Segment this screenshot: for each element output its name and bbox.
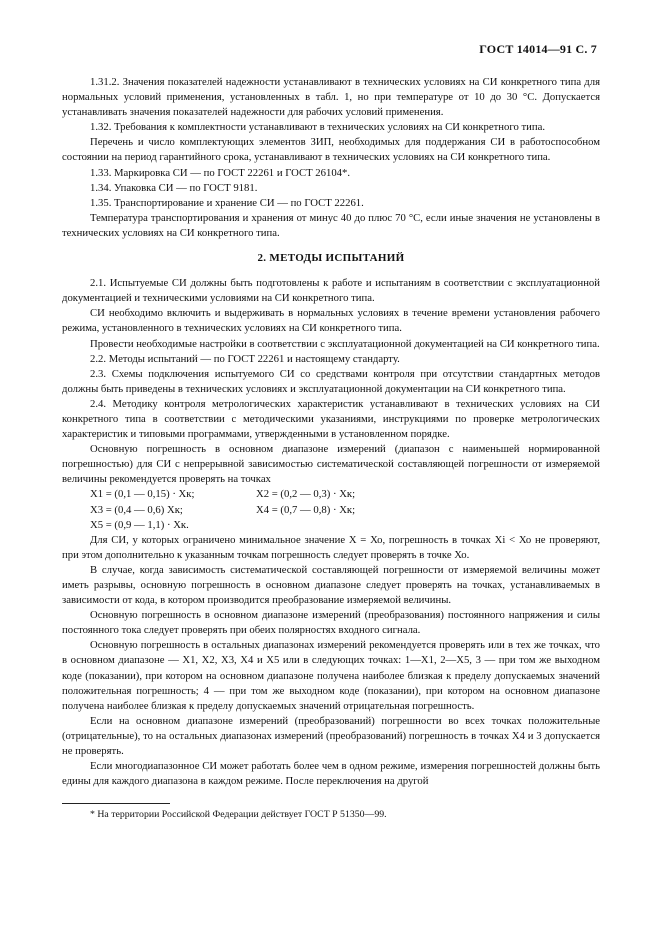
section-title: 2. МЕТОДЫ ИСПЫТАНИЙ: [257, 252, 405, 265]
formula-x1: Х1 = (0,1 — 0,15) · Хк;: [90, 488, 195, 501]
page-header: ГОСТ 14014—91 С. 7: [479, 42, 597, 56]
formula-row: [90, 518, 600, 533]
paragraph: 1.33. Маркировка СИ — по ГОСТ 22261 и ГОСТ 26104*.: [90, 166, 351, 179]
paragraph: Основную погрешность в основном диапазоне измерений (диапазон с наименьшей нормированной погрешностью) для СИ с непрерывной зависимостью систематической составляющей погрешности от измеряемой величины рекомендуется проверять на точках: [62, 443, 600, 486]
paragraph: 2.1. Испытуемые СИ должны быть подготовлены к работе и испытаниям в соответствии с эксплуатационной документацией и техническими условиями на СИ конкретного типа.: [62, 277, 600, 305]
paragraph: 2.4. Методику контроля метрологических характеристик устанавливают в технических условиях на СИ конкретного типа в соответствии с методическими указаниями, инструкциями по проверке метрологических характеристик и типовыми программами, утвержденными в установленном порядке.: [62, 397, 600, 441]
formula-x2: Х2 = (0,2 — 0,3) · Хк;: [256, 488, 356, 501]
paragraph: Для СИ, у которых ограничено минимальное значение Х = Хо, погрешность в точках Хi < Хо не проверяют, при этом дополнительно к указанным точкам погрешность следует проверять в точке Хо.: [62, 533, 600, 561]
paragraph: 1.35. Транспортирование и хранение СИ — по ГОСТ 22261.: [90, 196, 364, 209]
paragraph: 1.31.2. Значения показателей надежности устанавливают в технических условиях на СИ конкретного типа для нормальных условий применения, установленных в табл. 1, но при температуре от 10 до 30 °С. Допускается устанавливать значения показателей надежности для рабочих условий применения.: [62, 76, 600, 119]
paragraph: СИ необходимо включить и выдерживать в нормальных условиях в течение времени установления рабочего режима, установленного в технических условиях на СИ конкретного типа.: [62, 307, 600, 335]
footnote: * На территории Российской Федерации действует ГОСТ Р 51350—99.: [90, 809, 387, 820]
formula-row: [90, 487, 600, 502]
formula-x3: Х3 = (0,4 — 0,6) Хк;: [90, 503, 183, 516]
paragraph: Основную погрешность в остальных диапазонах измерений рекомендуется проверять или в тех же точках, что в основном диапазоне — Х1, Х2, Х3, Х4 и Х5 или в следующих точках: 1—Х1, 2—Х5, 3 — при том же выходном коде (показании), при котором на основном диапазоне получена наиболее близкая к пределу допускаемых значений положительная погрешность; 4 — при том же выходном коде (показании), при котором на основном диапазоне получена наиболее близкая к пределу допускаемых значений отрицательная погрешность.: [62, 639, 600, 712]
formula-x5: Х5 = (0,9 — 1,1) · Хк.: [90, 518, 189, 531]
paragraph: Температура транспортирования и хранения от минус 40 до плюс 70 °С, если иные значения не установлены в технических условиях на СИ конкретного типа.: [62, 211, 600, 239]
paragraph: 1.32. Требования к комплектности устанавливают в технических условиях на СИ конкретного типа.: [90, 121, 545, 134]
paragraph: Если многодиапазонное СИ может работать более чем в одном режиме, измерения погрешностей должны быть едины для каждого диапазона в каждом режиме. После переключения на другой: [62, 760, 600, 788]
paragraph: 2.2. Методы испытаний — по ГОСТ 22261 и настоящему стандарту.: [90, 352, 400, 365]
formula-row: [90, 503, 600, 518]
paragraph: 1.34. Упаковка СИ — по ГОСТ 9181.: [90, 181, 258, 194]
paragraph: Основную погрешность в основном диапазоне измерений (преобразования) постоянного напряжения и силы постоянного тока следует проверять при обеих полярностях входного сигнала.: [62, 609, 600, 637]
paragraph: В случае, когда зависимость систематической составляющей погрешности от измеряемой величины может иметь разрывы, основную погрешность в основном диапазоне следует проверять на точках, устанавливаемых в зависимости от кода, в котором производится преобразование измеряемой величины.: [62, 563, 600, 607]
paragraph: Если на основном диапазоне измерений (преобразований) погрешности во всех точках положительные (отрицательные), то на остальных диапазонах измерений (преобразований) погрешность в точках Х4 и 3 допускается не проверять.: [62, 714, 600, 758]
document-body: [62, 75, 600, 789]
paragraph: Перечень и число комплектующих элементов ЗИП, необходимых для поддержания СИ в работоспособном состоянии на период гарантийного срока, устанавливают в технических условиях на СИ конкретного типа.: [62, 136, 600, 164]
formula-x4: Х4 = (0,7 — 0,8) · Хк;: [256, 503, 356, 516]
paragraph: Провести необходимые настройки в соответствии с эксплуатационной документацией на СИ конкретного типа.: [90, 337, 600, 350]
footnote-divider: [62, 803, 170, 804]
paragraph: 2.3. Схемы подключения испытуемого СИ со средствами контроля при отсутствии стандартных методов должны быть приведены в технических условиях и эксплуатационной документации на СИ конкретного типа.: [62, 367, 600, 395]
